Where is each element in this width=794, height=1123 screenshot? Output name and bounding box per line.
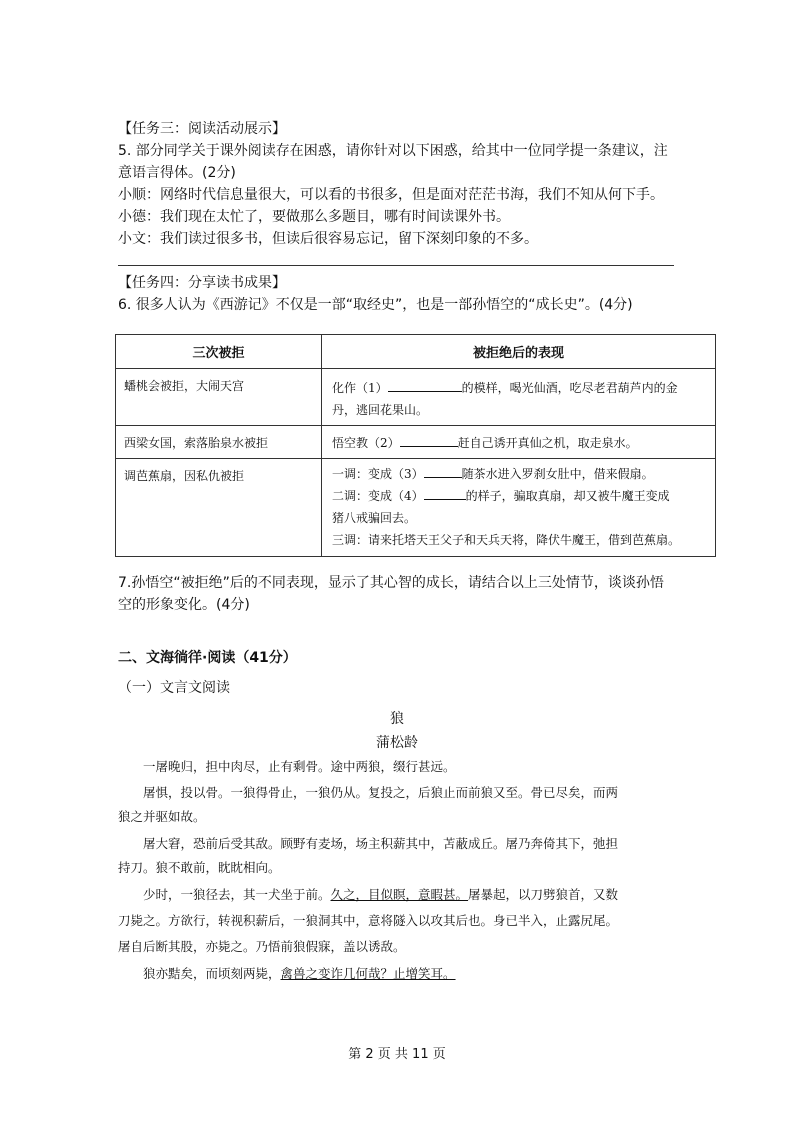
xiaode-statement: 小德：我们现在太忙了，要做那么多题目，哪有时间读课外书。 xyxy=(118,209,510,225)
task4-heading: 【任务四：分享读书成果】 xyxy=(118,275,286,291)
answer-blank-3[interactable] xyxy=(424,464,462,478)
xiaowen-statement: 小文：我们读过很多书，但读后很容易忘记，留下深刻印象的不多。 xyxy=(118,231,538,247)
underlined-sentence-1: 久之，目似瞑，意暇甚。 xyxy=(330,887,469,902)
answer-blank-2[interactable] xyxy=(400,433,458,447)
passage-paragraph-3a: 屠大窘，恐前后受其敌。顾野有麦场，场主积薪其中，苫蔽成丘。屠乃奔倚其下，弛担 xyxy=(143,836,619,851)
passage-author: 蒲松龄 xyxy=(376,735,418,751)
passage-paragraph-3b: 持刀。狼不敢前，眈眈相向。 xyxy=(118,860,281,875)
task3-heading: 【任务三：阅读活动展示】 xyxy=(118,121,286,137)
classical-reading-subheading: （一）文言文阅读 xyxy=(118,680,230,696)
question-5-line1: 5. 部分同学关于课外阅读存在困惑，请你针对以下困惑，给其中一位同学提一条建议，注 xyxy=(118,143,668,159)
table-cell-reaction: 化作（1） 的模样，喝光仙酒，吃尽老君葫芦内的金 丹，逃回花果山。 xyxy=(322,369,716,426)
passage-paragraph-2b: 狼之并驱如故。 xyxy=(118,809,206,824)
table-header-reactions: 被拒绝后的表现 xyxy=(322,335,716,369)
table-row xyxy=(116,459,716,557)
table-cell-event: 西梁女国，索落胎泉水被拒 xyxy=(116,426,322,459)
underlined-sentence-2: 禽兽之变诈几何哉？止增笑耳。 xyxy=(280,966,456,981)
passage-title: 狼 xyxy=(390,711,404,727)
table-header-rejections: 三次被拒 xyxy=(116,335,322,369)
table-row xyxy=(116,369,716,426)
table-row xyxy=(116,426,716,459)
table-cell-reaction: 悟空教（2） 赶自己诱开真仙之机，取走泉水。 xyxy=(322,426,716,459)
page-footer: 第 2 页 共 11 页 xyxy=(348,1047,446,1062)
passage-paragraph-4c: 屠自后断其股，亦毙之。乃悟前狼假寐，盖以诱敌。 xyxy=(118,939,406,954)
answer-blank-4[interactable] xyxy=(424,486,466,500)
rejection-table xyxy=(115,334,716,557)
question-6: 6. 很多人认为《西游记》不仅是一部“取经史”，也是一部孙悟空的“成长史”。(4分) xyxy=(118,297,633,313)
passage-paragraph-1: 一屠晚归，担中肉尽，止有剩骨。途中两狼，缀行甚远。 xyxy=(143,759,456,774)
passage-paragraph-4b: 刀毙之。方欲行，转视积薪后，一狼洞其中，意将隧入以攻其后也。身已半入，止露尻尾。 xyxy=(118,913,619,928)
passage-paragraph-2a: 屠惧，投以骨。一狼得骨止，一狼仍从。复投之，后狼止而前狼又至。骨已尽矣，而两 xyxy=(143,785,619,800)
table-cell-reaction: 一调：变成（3） 随茶水进入罗刹女肚中，借来假扇。 二调：变成（4） 的样子，骗取真扇，却又被牛魔王变成 猪八戒骗回去。 三调：请来托塔天王父子和天兵天将，降伏牛魔王，借到芭蕉扇。 xyxy=(322,459,716,557)
passage-paragraph-4a: 少时，一狼径去，其一犬坐于前。久之，目似瞑，意暇甚。屠暴起，以刀劈狼首，又数 xyxy=(143,887,619,902)
table-cell-event: 调芭蕉扇，因私仇被拒 xyxy=(116,459,322,557)
question-7-line2: 空的形象变化。(4分) xyxy=(118,597,250,613)
section-2-heading: 二、文海徜徉·阅读（41分） xyxy=(118,650,297,666)
question-7-line1: 7.孙悟空“被拒绝”后的不同表现，显示了其心智的成长，请结合以上三处情节，谈谈孙悟 xyxy=(118,575,664,591)
question-5-line2: 意语言得体。(2分) xyxy=(118,165,236,181)
passage-paragraph-5: 狼亦黠矣，而顷刻两毙，禽兽之变诈几何哉？止增笑耳。 xyxy=(143,966,456,981)
answer-blank-1[interactable] xyxy=(388,378,462,392)
xiaoshun-statement: 小顺：网络时代信息量很大，可以看的书很多，但是面对茫茫书海，我们不知从何下手。 xyxy=(118,187,664,203)
answer-line xyxy=(118,265,674,266)
table-header-row xyxy=(116,335,716,369)
table-cell-event: 蟠桃会被拒，大闹天宫 xyxy=(116,369,322,426)
